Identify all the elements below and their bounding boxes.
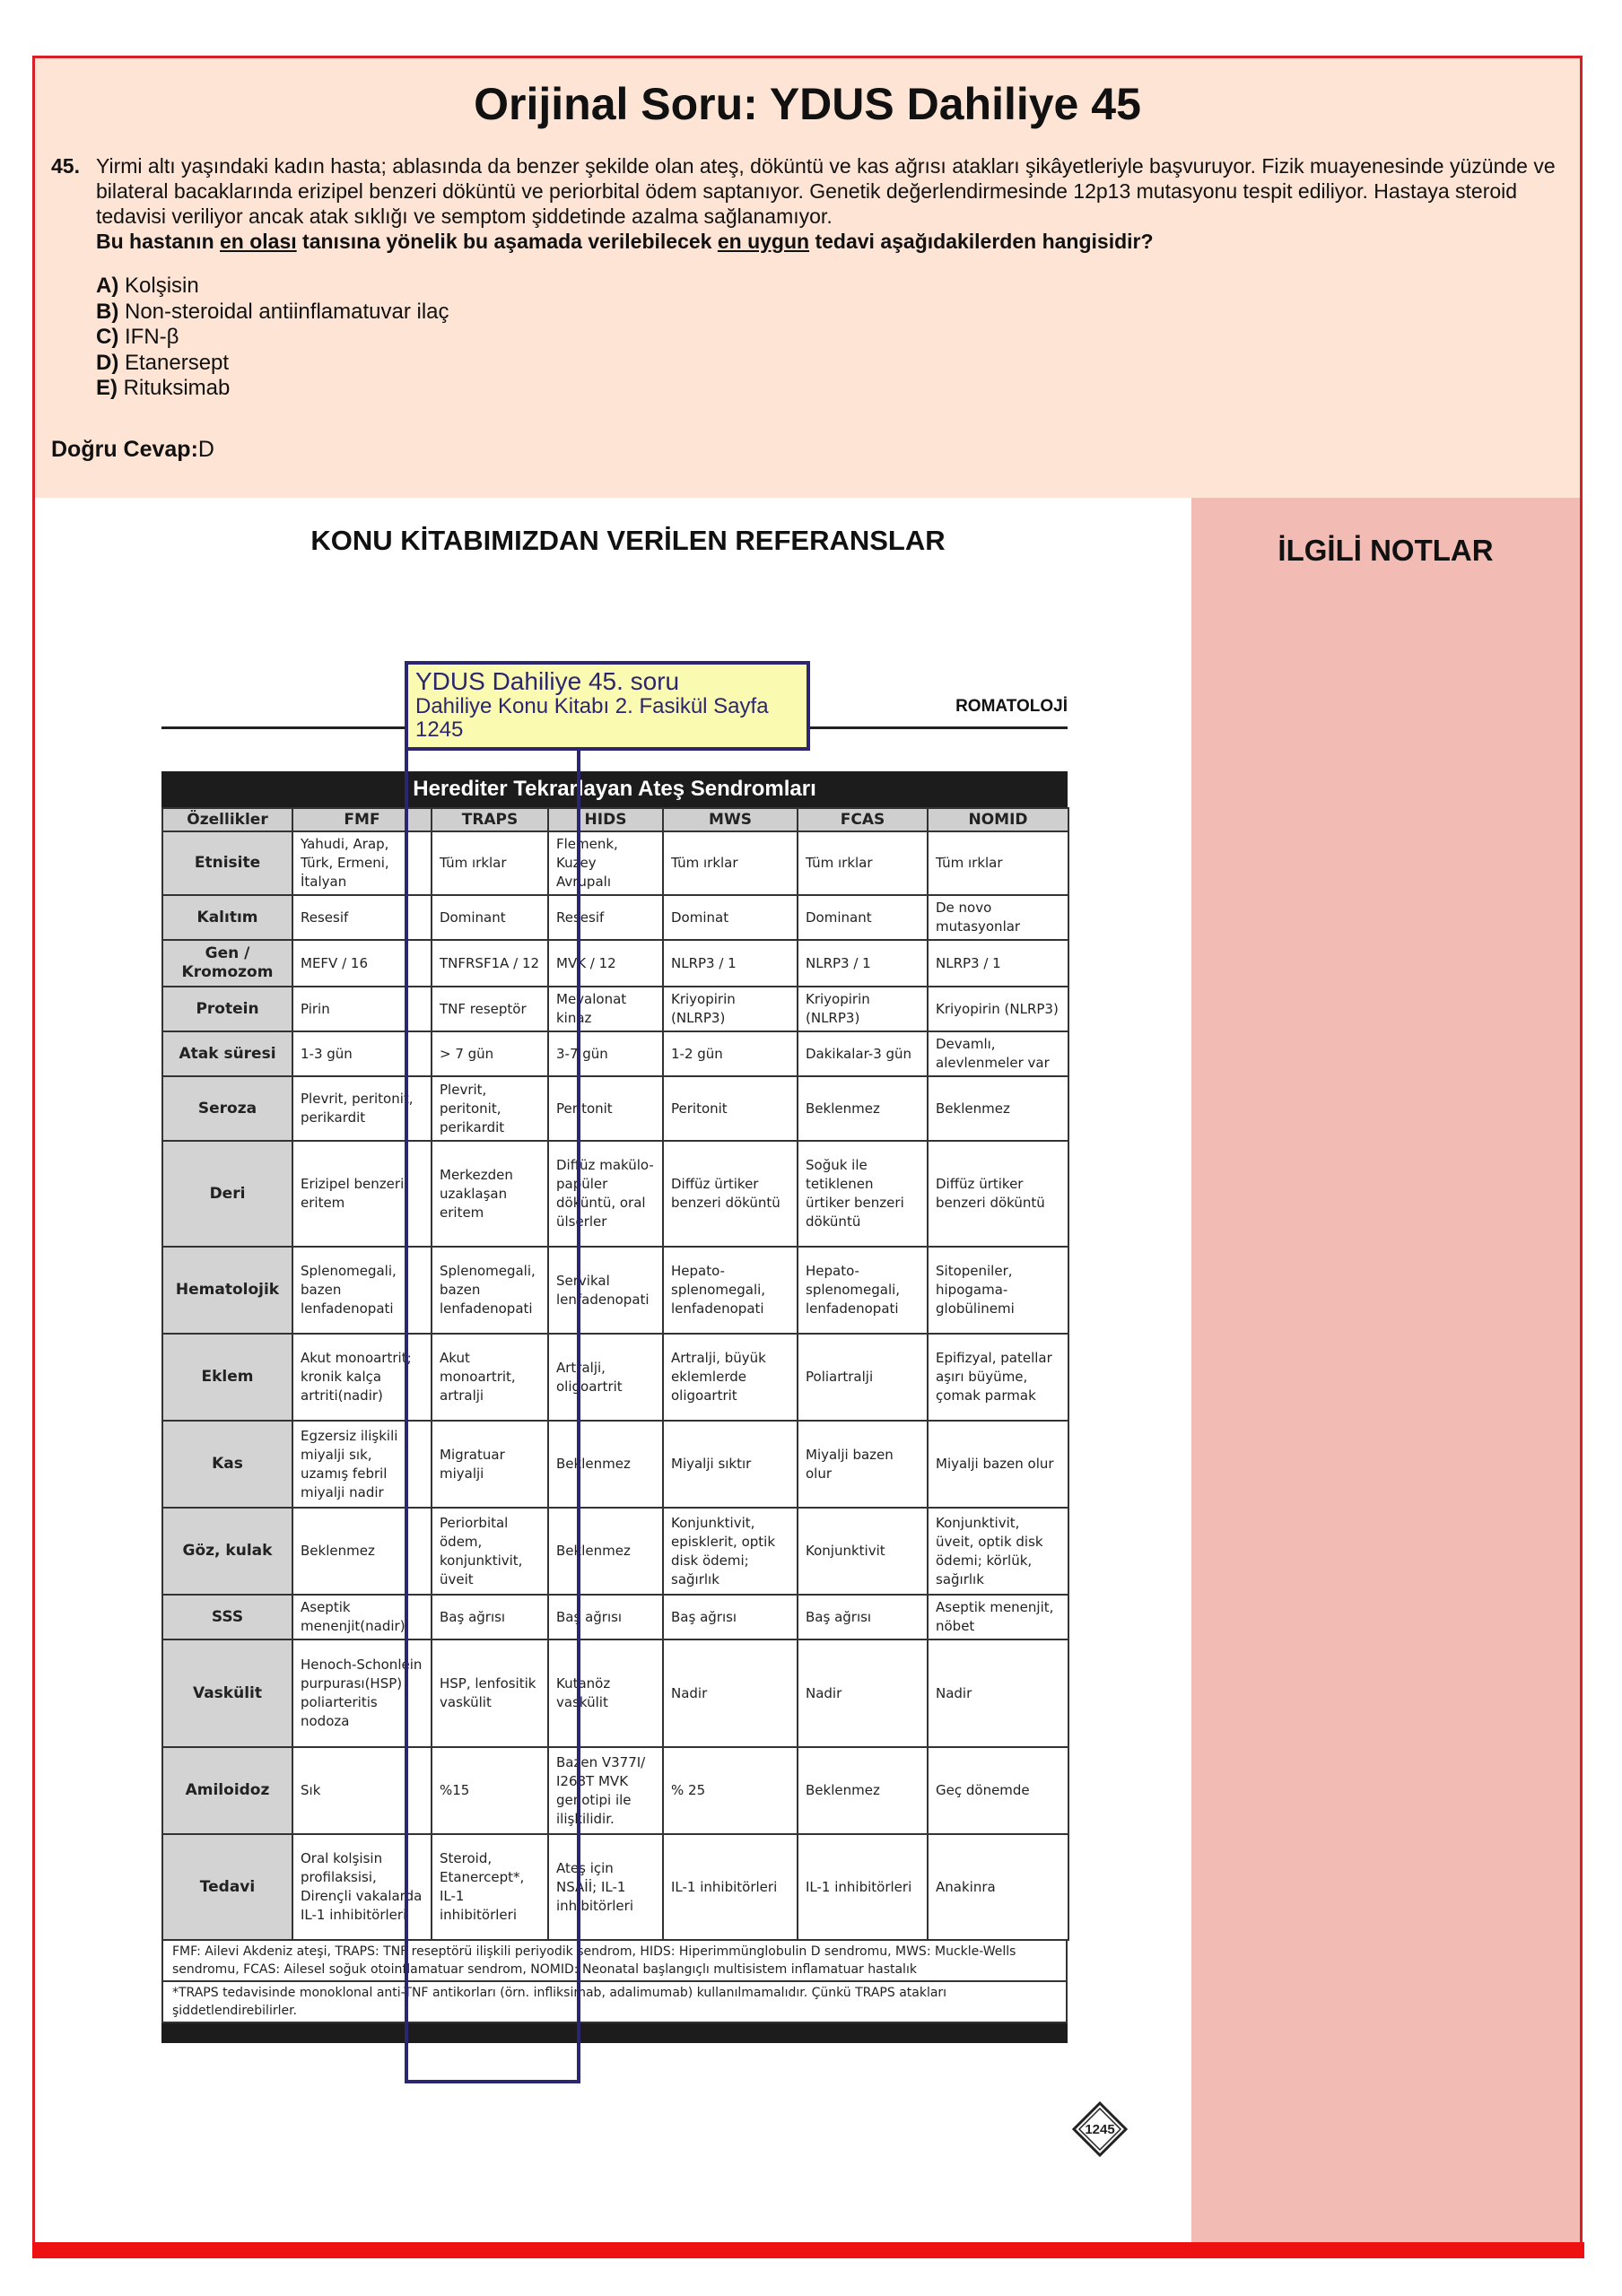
question-number: 45.: [51, 154, 80, 178]
table-cell: Baş ağrısı: [548, 1595, 663, 1639]
table-cell: Splenomegali, bazen lenfadenopati: [292, 1247, 432, 1334]
question-title: Orijinal Soru: YDUS Dahiliye 45: [474, 79, 1141, 129]
answer-options: [96, 274, 449, 402]
table-row: [162, 940, 1068, 987]
table-cell: 1-2 gün: [663, 1031, 798, 1076]
row-label: Vaskülit: [162, 1639, 292, 1747]
row-label: Atak süresi: [162, 1031, 292, 1076]
table-cell: NLRP3 / 1: [798, 940, 928, 987]
table-row: [162, 1031, 1068, 1076]
table-cell: Peritonit: [548, 1076, 663, 1141]
table-cell: Henoch-Schonlein purpurası(HSP) poliarteritis nodoza: [292, 1639, 432, 1747]
table-cell: Tüm ırklar: [928, 831, 1068, 895]
table-row: [162, 895, 1068, 940]
table-cell: Erizipel benzeri eritem: [292, 1141, 432, 1247]
table-cell: Diffüz ürtiker benzeri döküntü: [928, 1141, 1068, 1247]
table-row: [162, 1834, 1068, 1940]
table-cell: Beklenmez: [548, 1508, 663, 1595]
table-cell: Oral kolşisin profilaksisi, Dirençli vakalarda IL-1 inhibitörleri: [292, 1834, 432, 1940]
table-cell: Konjunktivit, episklerit, optik disk ödemi; sağırlık: [663, 1508, 798, 1595]
table-cell: MVK / 12: [548, 940, 663, 987]
option-a: A) Kolşisin: [96, 274, 199, 298]
table-cell: IL-1 inhibitörleri: [798, 1834, 928, 1940]
syndrome-table: [161, 771, 1068, 2043]
table-cell: Egzersiz ilişkili miyalji sık, uzamış febril miyalji nadir: [292, 1421, 432, 1508]
table-cell: % 25: [663, 1747, 798, 1834]
row-label: Kas: [162, 1421, 292, 1508]
row-label: Hematolojik: [162, 1247, 292, 1334]
table-cell: Miyalji bazen olur: [798, 1421, 928, 1508]
table-cell: Tüm ırklar: [798, 831, 928, 895]
table-cell: Peritonit: [663, 1076, 798, 1141]
table-cell: Miyalji sıktır: [663, 1421, 798, 1508]
table-cell: Plevrit, peritonit, perikardit: [432, 1076, 548, 1141]
table-cell: Plevrit, peritonit, perikardit: [292, 1076, 432, 1141]
table-cell: Beklenmez: [292, 1508, 432, 1595]
option-c: C) IFN-β: [96, 325, 179, 349]
table-cell: Ateş için NSAİİ; IL-1 inhibitörleri: [548, 1834, 663, 1940]
table-cell: NLRP3 / 1: [928, 940, 1068, 987]
table-row: [162, 831, 1068, 895]
table-cell: 1-3 gün: [292, 1031, 432, 1076]
table-row: [162, 1747, 1068, 1834]
table-cell: IL-1 inhibitörleri: [663, 1834, 798, 1940]
row-label: Göz, kulak: [162, 1508, 292, 1595]
column-header: MWS: [663, 808, 798, 831]
table-cell: Akut monoartrit; kronik kalça artriti(nadir): [292, 1334, 432, 1421]
table-cell: Dominat: [663, 895, 798, 940]
table-cell: Kriyopirin (NLRP3): [928, 987, 1068, 1031]
table-cell: Baş ağrısı: [663, 1595, 798, 1639]
table-cell: TNF reseptör: [432, 987, 548, 1031]
table-cell: Tüm ırklar: [663, 831, 798, 895]
table-header-row: [162, 808, 1068, 831]
table-cell: Hepato-splenomegali, lenfadenopati: [663, 1247, 798, 1334]
table-cell: Nadir: [663, 1639, 798, 1747]
table-cell: Kriyopirin (NLRP3): [798, 987, 928, 1031]
table-cell: Baş ağrısı: [432, 1595, 548, 1639]
table-cell: Tüm ırklar: [432, 831, 548, 895]
column-header: FCAS: [798, 808, 928, 831]
table-cell: Resesif: [292, 895, 432, 940]
table-cell: Miyalji bazen olur: [928, 1421, 1068, 1508]
table-cell: Nadir: [798, 1639, 928, 1747]
table-cell: Hepato-splenomegali, lenfadenopati: [798, 1247, 928, 1334]
row-label: Kalıtım: [162, 895, 292, 940]
table-cell: Servikal lenfadenopati: [548, 1247, 663, 1334]
table-row: [162, 1595, 1068, 1639]
table-cell: HSP, lenfositik vaskülit: [432, 1639, 548, 1747]
table-cell: Konjunktivit, üveit, optik disk ödemi; körlük, sağırlık: [928, 1508, 1068, 1595]
option-e: E) Rituksimab: [96, 376, 231, 400]
question-prompt: Bu hastanın en olası tanısına yönelik bu aşamada verilebilecek en uygun tedavi aşağıdakilerden hangisidir?: [96, 230, 1154, 253]
table-cell: Resesif: [548, 895, 663, 940]
table-cell: Kriyopirin (NLRP3): [663, 987, 798, 1031]
table-cell: Dominant: [798, 895, 928, 940]
table-cell: Periorbital ödem, konjunktivit, üveit: [432, 1508, 548, 1595]
table-bottom-bar: [161, 2023, 1068, 2043]
callout-title: YDUS Dahiliye 45. soru: [415, 667, 680, 695]
table-cell: %15: [432, 1747, 548, 1834]
question-panel: [35, 58, 1580, 498]
table-row: [162, 1141, 1068, 1247]
table-cell: Nadir: [928, 1639, 1068, 1747]
notes-title: İLGİLİ NOTLAR: [1278, 534, 1494, 567]
table-cell: Dakikalar-3 gün: [798, 1031, 928, 1076]
table-footnote-traps: *TRAPS tedavisinde monoklonal anti-TNF antikorları (örn. infliksimab, adalimumab) kullanılmamalıdır. Çünkü TRAPS atakları şiddetlendirebilirler.: [161, 1982, 1068, 2023]
table-cell: Migratuar miyalji: [432, 1421, 548, 1508]
correct-answer: Doğru Cevap:D: [51, 437, 214, 462]
table-row: [162, 1639, 1068, 1747]
table-row: [162, 1076, 1068, 1141]
row-label: Eklem: [162, 1334, 292, 1421]
page-number-badge: [1072, 2101, 1128, 2157]
section-label: ROMATOLOJİ: [955, 697, 1068, 716]
table-cell: Poliartralji: [798, 1334, 928, 1421]
table-cell: Artralji, büyük eklemlerde oligoartrit: [663, 1334, 798, 1421]
table-cell: Devamlı, alevlenmeler var: [928, 1031, 1068, 1076]
table-footnote-abbreviations: FMF: Ailevi Akdeniz ateşi, TRAPS: TNF reseptörü ilişkili periyodik sendrom, HIDS: Hiperimmünglobulin D sendromu, MWS: Muckle-Wells sendromu, FCAS: Ailesel soğuk otoinflamatuar sendrom, NOMID: Neonatal başlangıçlı multisistem inflamatuar hastalık: [161, 1941, 1068, 1982]
row-label: Amiloidoz: [162, 1747, 292, 1834]
table-cell: Yahudi, Arap, Türk, Ermeni, İtalyan: [292, 831, 432, 895]
table-cell: Merkezden uzaklaşan eritem: [432, 1141, 548, 1247]
table-cell: Steroid, Etanercept*, IL-1 inhibitörleri: [432, 1834, 548, 1940]
question-stem-block: [96, 153, 1558, 254]
table-cell: Flemenk, Kuzey Avrupalı: [548, 831, 663, 895]
table-cell: Artralji, oligoartrit: [548, 1334, 663, 1421]
column-header: FMF: [292, 808, 432, 831]
row-label: Gen / Kromozom: [162, 940, 292, 987]
table-cell: NLRP3 / 1: [663, 940, 798, 987]
table-cell: De novo mutasyonlar: [928, 895, 1068, 940]
question-stem: Yirmi altı yaşındaki kadın hasta; ablasında da benzer şekilde olan ateş, döküntü ve kas ağrısı atakları şikâyetleriyle başvuruyor. Fizik muayenesinde yüzünde ve bilateral bacaklarında erizipel benzeri döküntü ve periorbital ödem saptanıyor. Genetik değerlendirmesinde 12p13 mutasyonu tespit ediliyor. Hastaya steroid tedavisi veriliyor ancak atak sıklığı ve semptom şiddetinde azalma sağlanamıyor.: [96, 154, 1556, 228]
row-label: SSS: [162, 1595, 292, 1639]
table-cell: Beklenmez: [798, 1747, 928, 1834]
reference-title: KONU KİTABIMIZDAN VERİLEN REFERANSLAR: [310, 525, 946, 556]
table-grid: [161, 807, 1069, 1941]
table-title: Herediter Tekrarlayan Ateş Sendromları: [161, 771, 1068, 807]
table-cell: Akut monoartrit, artralji: [432, 1334, 548, 1421]
table-cell: Sık: [292, 1747, 432, 1834]
table-cell: Baş ağrısı: [798, 1595, 928, 1639]
callout-subtitle: Dahiliye Konu Kitabı 2. Fasikül Sayfa 1245: [415, 694, 769, 742]
reference-callout: [405, 661, 810, 751]
question-body: [51, 153, 1558, 254]
table-row: [162, 1334, 1068, 1421]
row-label: Etnisite: [162, 831, 292, 895]
table-row: [162, 1508, 1068, 1595]
option-d: D) Etanersept: [96, 350, 230, 375]
row-label: Protein: [162, 987, 292, 1031]
table-cell: Diffüz makülo-papüler döküntü, oral ülserler: [548, 1141, 663, 1247]
table-cell: Mevalonat kinaz: [548, 987, 663, 1031]
table-cell: Diffüz ürtiker benzeri döküntü: [663, 1141, 798, 1247]
table-cell: Aseptik menenjit(nadir): [292, 1595, 432, 1639]
table-cell: Beklenmez: [798, 1076, 928, 1141]
table-cell: Beklenmez: [548, 1421, 663, 1508]
row-label: Deri: [162, 1141, 292, 1247]
table-cell: Beklenmez: [928, 1076, 1068, 1141]
table-cell: Sitopeniler, hipogama-globülinemi: [928, 1247, 1068, 1334]
row-label: Seroza: [162, 1076, 292, 1141]
table-row: [162, 1247, 1068, 1334]
table-cell: Aseptik menenjit, nöbet: [928, 1595, 1068, 1639]
table-cell: 3-7 gün: [548, 1031, 663, 1076]
column-header: TRAPS: [432, 808, 548, 831]
table-cell: Splenomegali, bazen lenfadenopati: [432, 1247, 548, 1334]
table-cell: TNFRSF1A / 12: [432, 940, 548, 987]
table-cell: MEFV / 16: [292, 940, 432, 987]
column-header: NOMID: [928, 808, 1068, 831]
table-cell: Epifizyal, patellar aşırı büyüme, çomak parmak: [928, 1334, 1068, 1421]
notes-panel: [1191, 498, 1580, 2242]
table-cell: Bazen V377I/ I268T MVK genotipi ile ilişkilidir.: [548, 1747, 663, 1834]
row-label: Tedavi: [162, 1834, 292, 1940]
bottom-red-bar: [32, 2242, 1584, 2258]
table-cell: Anakinra: [928, 1834, 1068, 1940]
page-number: 1245: [1085, 2122, 1115, 2137]
column-header: HIDS: [548, 808, 663, 831]
table-cell: Pirin: [292, 987, 432, 1031]
table-cell: > 7 gün: [432, 1031, 548, 1076]
table-cell: Konjunktivit: [798, 1508, 928, 1595]
table-cell: Kutanöz vaskülit: [548, 1639, 663, 1747]
table-row: [162, 987, 1068, 1031]
table-cell: Geç dönemde: [928, 1747, 1068, 1834]
option-b: B) Non-steroidal antiinflamatuvar ilaç: [96, 299, 449, 324]
table-cell: Soğuk ile tetiklenen ürtiker benzeri döküntü: [798, 1141, 928, 1247]
column-header: Özellikler: [162, 808, 292, 831]
table-row: [162, 1421, 1068, 1508]
table-cell: Dominant: [432, 895, 548, 940]
